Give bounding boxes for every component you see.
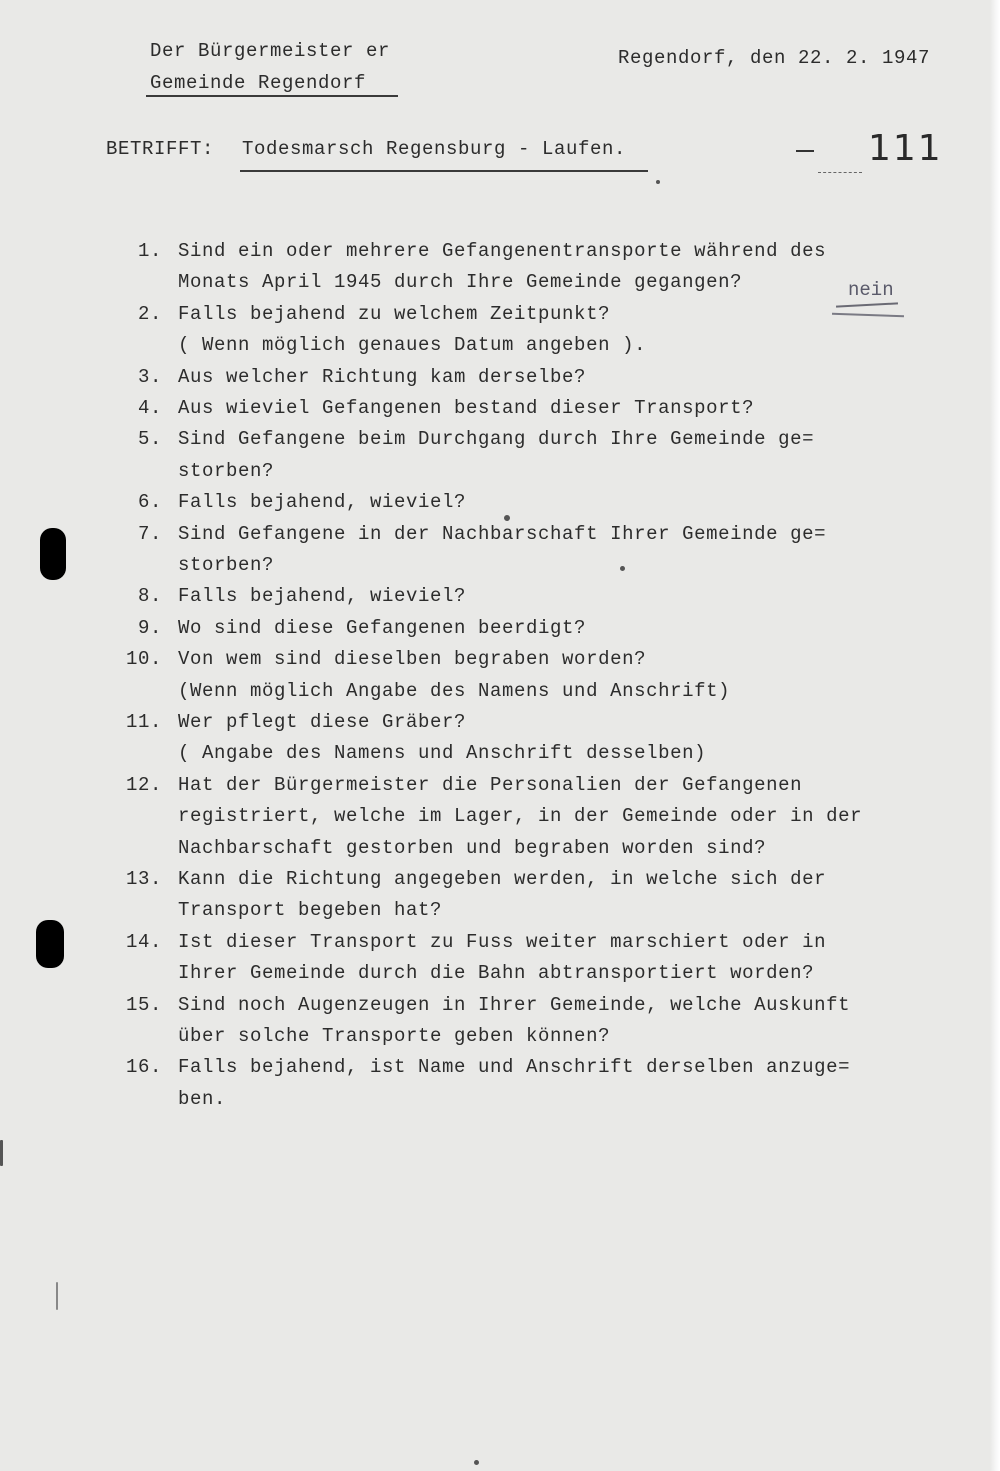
question-text-line: ( Wenn möglich genaues Datum angeben ). bbox=[178, 334, 647, 357]
question-number: 2. bbox=[137, 302, 162, 325]
question-number: 16. bbox=[125, 1056, 162, 1079]
subject-text: Todesmarsch Regensburg - Laufen. bbox=[242, 138, 627, 160]
question-number: 8. bbox=[137, 585, 162, 608]
question-number: 10. bbox=[125, 648, 162, 671]
question-number: 1. bbox=[137, 240, 162, 262]
question-text-line: über solche Transporte geben können? bbox=[178, 1025, 611, 1047]
question-number: 3. bbox=[137, 365, 162, 388]
margin-mark bbox=[796, 150, 814, 152]
question-text-line: Ihrer Gemeinde durch die Bahn abtransportiert worden? bbox=[178, 962, 815, 985]
question-text-line: Sind Gefangene in der Nachbarschaft Ihrer Gemeinde ge= bbox=[178, 522, 827, 545]
sender-underline bbox=[146, 95, 398, 97]
question-text-line: (Wenn möglich Angabe des Namens und Anschrift) bbox=[178, 679, 731, 702]
question-text-line: Aus welcher Richtung kam derselbe? bbox=[178, 365, 587, 388]
handwritten-answer: nein bbox=[848, 279, 894, 301]
question-text-line: Ist dieser Transport zu Fuss weiter marschiert oder in bbox=[178, 930, 827, 953]
page-number: 111 bbox=[868, 128, 943, 169]
question-text-line: Kann die Richtung angegeben werden, in welche sich der bbox=[178, 868, 827, 890]
question-number: 14. bbox=[125, 930, 162, 953]
question-text-line: Hat der Bürgermeister die Personalien der Gefangenen bbox=[178, 773, 803, 796]
speck bbox=[504, 515, 510, 521]
question-text-line: Wo sind diese Gefangenen beerdigt? bbox=[178, 616, 587, 639]
subject-label: BETRIFFT: bbox=[106, 138, 215, 160]
question-number: 15. bbox=[125, 993, 162, 1016]
answer-stroke bbox=[836, 302, 898, 307]
question-text-line: ( Angabe des Namens und Anschrift desselben) bbox=[178, 742, 707, 765]
margin-dash bbox=[818, 172, 862, 173]
question-text-line: Wer pflegt diese Gräber? bbox=[178, 711, 467, 733]
question-text-line: Nachbarschaft gestorben und begraben worden sind? bbox=[178, 836, 767, 859]
question-text-line: Sind ein oder mehrere Gefangenentransporte während des bbox=[178, 240, 827, 262]
punch-hole bbox=[40, 528, 66, 580]
question-number: 9. bbox=[137, 616, 162, 639]
question-number: 5. bbox=[137, 428, 162, 451]
question-text-line: Sind noch Augenzeugen in Ihrer Gemeinde, welche Auskunft bbox=[178, 993, 851, 1016]
subject-underline bbox=[240, 170, 648, 172]
question-text-line: Falls bejahend zu welchem Zeitpunkt? bbox=[178, 302, 611, 325]
question-text-line: storben? bbox=[178, 459, 275, 482]
question-text-line: Sind Gefangene beim Durchgang durch Ihre Gemeinde ge= bbox=[178, 428, 815, 451]
speck bbox=[620, 566, 625, 571]
speck bbox=[0, 1140, 3, 1166]
question-number: 11. bbox=[125, 711, 162, 733]
question-text-line: Falls bejahend, ist Name und Anschrift derselben anzuge= bbox=[178, 1056, 851, 1079]
question-number: 13. bbox=[125, 868, 162, 890]
question-number: 6. bbox=[137, 491, 162, 514]
question-text-line: Transport begeben hat? bbox=[178, 899, 443, 922]
question-text-line: Monats April 1945 durch Ihre Gemeinde gegangen? bbox=[178, 271, 743, 294]
question-number: 7. bbox=[137, 522, 162, 545]
question-text-line: Aus wieviel Gefangenen bestand dieser Transport? bbox=[178, 397, 755, 419]
question-text-line: Falls bejahend, wieviel? bbox=[178, 491, 467, 514]
punch-hole bbox=[36, 920, 64, 968]
question-text-line: Falls bejahend, wieviel? bbox=[178, 585, 467, 608]
question-text-line: registriert, welche im Lager, in der Gemeinde oder in der bbox=[178, 805, 863, 828]
place-date: Regendorf, den 22. 2. 1947 bbox=[618, 47, 931, 69]
question-number: 12. bbox=[125, 773, 162, 796]
sender-title: Der Bürgermeister er bbox=[150, 40, 391, 62]
sender-municipality: Gemeinde Regendorf bbox=[150, 72, 367, 94]
question-text-line: ben. bbox=[178, 1087, 227, 1110]
speck bbox=[56, 1282, 58, 1310]
speck bbox=[656, 180, 660, 184]
speck bbox=[474, 1460, 479, 1465]
question-text-line: storben? bbox=[178, 554, 275, 576]
page-edge bbox=[990, 0, 1000, 1471]
answer-stroke bbox=[832, 313, 904, 318]
question-text-line: Von wem sind dieselben begraben worden? bbox=[178, 648, 647, 671]
question-number: 4. bbox=[137, 397, 162, 419]
